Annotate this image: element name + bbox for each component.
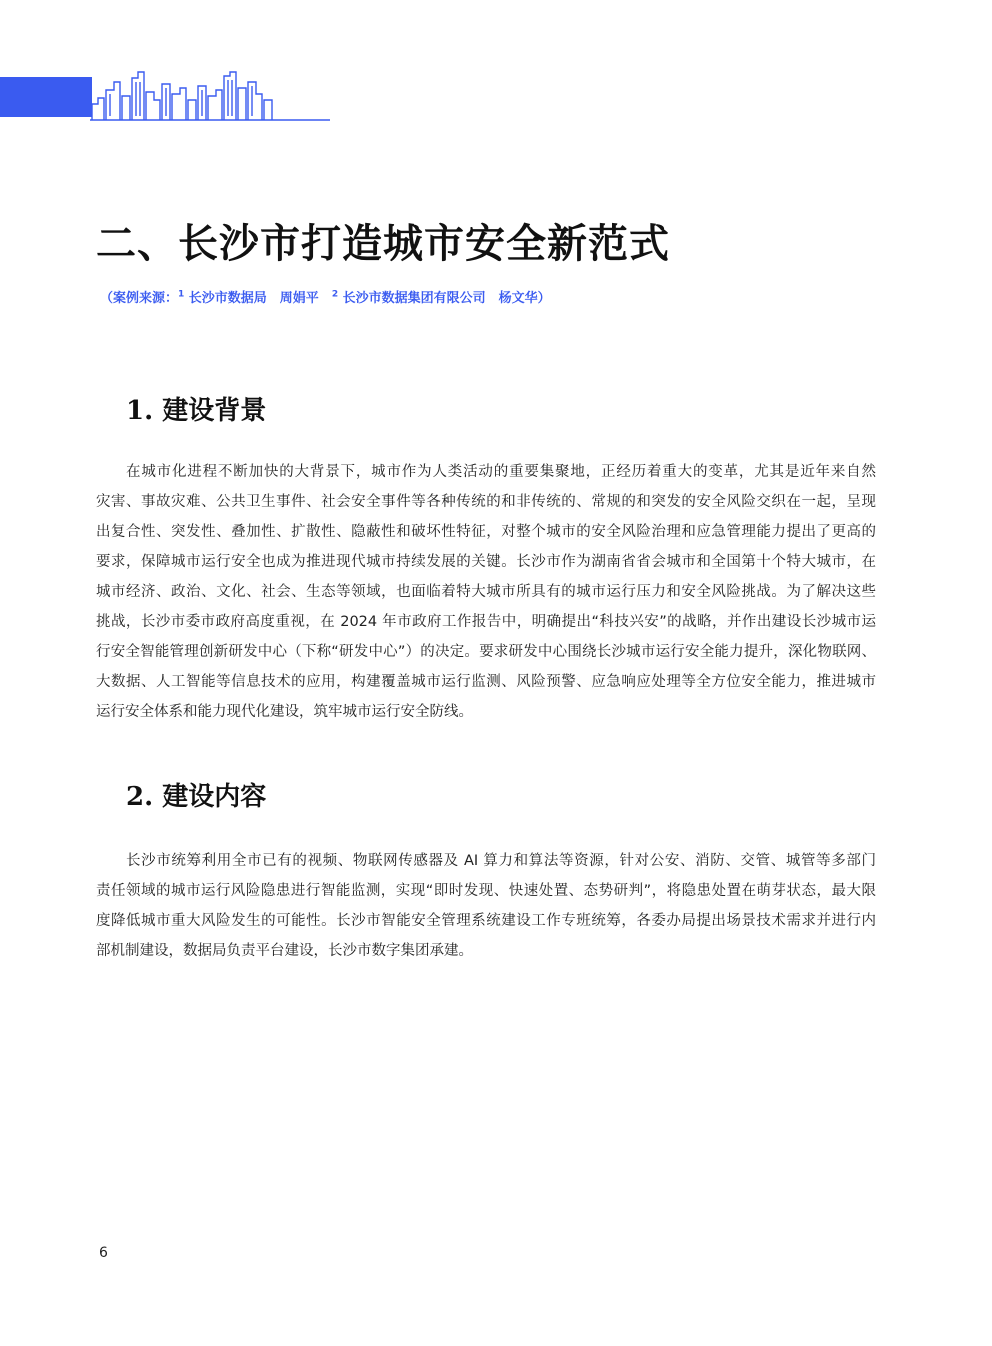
paragraph-line: 灾害、事故灾难、公共卫生事件、社会安全事件等各种传统的和非传统的、常规的和突发的安全风险交织在一起，呈现 [96, 494, 876, 510]
source-org-1: 长沙市数据局 周娟平 [184, 291, 332, 306]
paragraph-line: 出复合性、突发性、叠加性、扩散性、隐蔽性和破坏性特征，对整个城市的安全风险治理和应急管理能力提出了更高的 [96, 524, 876, 540]
paragraph-line: 长沙市统筹利用全市已有的视频、物联网传感器及 AI 算力和算法等资源，针对公安、消防、交管、城管等多部门 [126, 853, 876, 869]
city-skyline-icon [90, 70, 332, 122]
page-title: 二、长沙市打造城市安全新范式 [96, 221, 670, 267]
case-source [100, 287, 551, 306]
section-heading-background: 1. 建设背景 [126, 396, 267, 426]
paragraph-line: 挑战，长沙市委市政府高度重视，在 2024 年市政府工作报告中，明确提出“科技兴安”的战略，并作出建设长沙城市运 [96, 614, 876, 630]
source-prefix: （案例来源： [100, 291, 179, 306]
paragraph-line: 部机制建设，数据局负责平台建设，长沙市数字集团承建。 [96, 943, 473, 959]
source-ref-1: 1 [178, 289, 185, 300]
paragraph-line: 在城市化进程不断加快的大背景下，城市作为人类活动的重要集聚地，正经历着重大的变革，尤其是近年来自然 [126, 464, 876, 480]
source-ref-2: 2 [331, 289, 339, 300]
paragraph-line: 城市经济、政治、文化、社会、生态等领域，也面临着特大城市所具有的城市运行压力和安全风险挑战。为了解决这些 [96, 584, 876, 600]
header-accent-block [0, 77, 92, 117]
paragraph-line: 度降低城市重大风险发生的可能性。长沙市智能安全管理系统建设工作专班统筹，各委办局提出场景技术需求并进行内 [96, 913, 876, 929]
paragraph-line: 要求，保障城市运行安全也成为推进现代城市持续发展的关键。长沙市作为湖南省省会城市和全国第十个特大城市，在 [96, 554, 876, 570]
source-org-2: 长沙市数据集团有限公司 杨文华） [338, 291, 551, 306]
paragraph-line: 行安全智能管理创新研发中心（下称“研发中心”）的决定。要求研发中心围绕长沙城市运行安全能力提升，深化物联网、 [96, 644, 876, 660]
paragraph-line: 运行安全体系和能力现代化建设，筑牢城市运行安全防线。 [96, 704, 473, 720]
section-paragraph-background [96, 457, 876, 727]
paragraph-line: 责任领域的城市运行风险隐患进行智能监测，实现“即时发现、快速处置、态势研判”，将隐患处置在萌芽状态，最大限 [96, 883, 876, 899]
page-number: 6 [99, 1245, 108, 1261]
section-paragraph-content [96, 846, 876, 966]
section-heading-content: 2. 建设内容 [126, 782, 267, 812]
paragraph-line: 大数据、人工智能等信息技术的应用，构建覆盖城市运行监测、风险预警、应急响应处理等全方位安全能力，推进城市 [96, 674, 876, 690]
